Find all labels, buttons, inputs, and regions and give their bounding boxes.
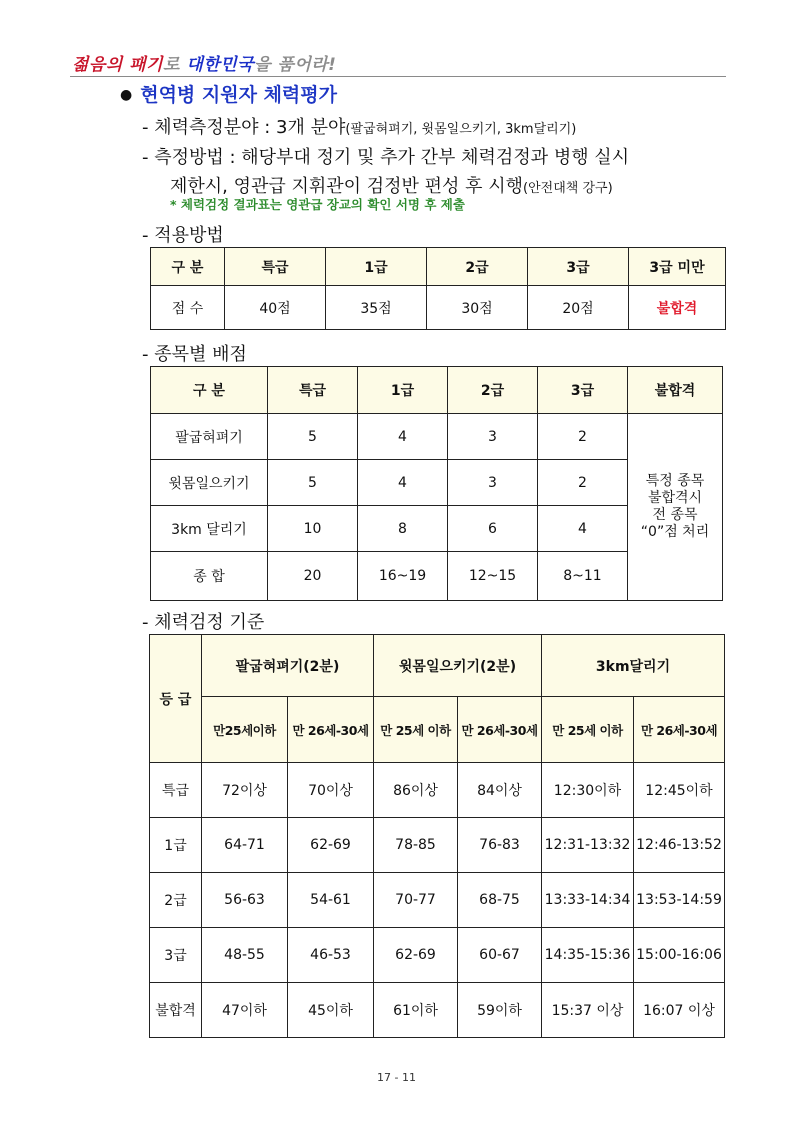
header-cell: 1급 [326,248,427,286]
table-cell: 62-69 [374,928,458,983]
table-cell: 56-63 [202,873,288,928]
slogan-part-4: 을 품어라! [254,55,337,75]
table-cell: 20 [268,552,358,601]
header-cell: 1급 [358,367,448,414]
result-note: * 체력검정 결과표는 영관급 장교의 확인 서명 후 제출 [170,197,465,212]
table-cell: 5 [268,460,358,506]
table-cell: 2 [538,414,628,460]
table-cell: 72이상 [202,763,288,818]
row-label: 종 합 [151,552,268,601]
header-cell: 3급 [538,367,628,414]
table-cell: 12~15 [448,552,538,601]
fail-note-cell: 특정 종목 불합격시 전 종목 “0”점 처리 [628,414,723,601]
table-cell: 84이상 [458,763,542,818]
table-cell: 35점 [326,286,427,330]
table-cell: 8~11 [538,552,628,601]
grade-header-cell: 등 급 [150,635,202,763]
row-label: 2급 [150,873,202,928]
table-cell: 61이하 [374,983,458,1038]
scoring-table [150,366,723,601]
header-cell: 특급 [225,248,326,286]
table-row [151,414,723,460]
table-cell: 8 [358,506,448,552]
table-cell: 15:00-16:06 [634,928,725,983]
row-label: 윗몸일으키기 [151,460,268,506]
table-cell: 3 [448,414,538,460]
table-cell: 4 [538,506,628,552]
score-table [150,247,726,330]
page-number: 17 - 11 [377,1071,416,1084]
header-cell: 특급 [268,367,358,414]
subheader-cell: 만 25세 이하 [542,697,634,763]
table-cell: 3 [448,460,538,506]
group-header-cell: 윗몸일으키기(2분) [374,635,542,697]
row-label: 3km 달리기 [151,506,268,552]
table-cell: 16~19 [358,552,448,601]
group-header-cell: 3km달리기 [542,635,725,697]
table-cell: 4 [358,460,448,506]
measurement-field-line: - 체력측정분야 : 3개 분야(팔굽혀펴기, 윗몸일으키기, 3km달리기) [142,117,577,138]
group-header-cell: 팔굽혀펴기(2분) [202,635,374,697]
header-cell: 2급 [427,248,528,286]
table-cell: 13:53-14:59 [634,873,725,928]
table-cell: 30점 [427,286,528,330]
header-slogan [72,50,336,75]
subheader-cell: 만 25세 이하 [374,697,458,763]
criteria-label: - 체력검정 기준 [142,612,265,633]
table-row [150,818,725,873]
table-cell: 4 [358,414,448,460]
table-row [150,983,725,1038]
table-row [150,928,725,983]
table-cell: 20점 [528,286,629,330]
header-cell: 3급 [528,248,629,286]
header-cell: 불합격 [628,367,723,414]
header-cell: 구 분 [151,367,268,414]
table-cell: 15:37 이상 [542,983,634,1038]
table-cell: 6 [448,506,538,552]
header-cell: 2급 [448,367,538,414]
row-label: 점 수 [151,286,225,330]
row-label: 불합격 [150,983,202,1038]
table-cell: 62-69 [288,818,374,873]
subheader-cell: 만 26세-30세 [458,697,542,763]
table-cell: 59이하 [458,983,542,1038]
table-cell: 70-77 [374,873,458,928]
table-cell: 76-83 [458,818,542,873]
table-cell: 60-67 [458,928,542,983]
table-cell: 12:45이하 [634,763,725,818]
row-label: 특급 [150,763,202,818]
table-header-row [150,635,725,697]
measurement-method-line-2: 제한시, 영관급 지휘관이 검정반 편성 후 시행(안전대책 강구) [170,176,613,197]
row-label: 팔굽혀펴기 [151,414,268,460]
table-cell: 12:30이하 [542,763,634,818]
table-cell: 12:31-13:32 [542,818,634,873]
table-cell: 13:33-14:34 [542,873,634,928]
slogan-part-1: 젊음의 패기 [72,55,164,75]
row-label: 1급 [150,818,202,873]
slogan-part-2: 로 [163,55,187,75]
table-cell: 86이상 [374,763,458,818]
page-header [70,46,726,77]
table-cell: 45이하 [288,983,374,1038]
table-cell: 46-53 [288,928,374,983]
table-subheader-row [150,697,725,763]
table-cell: 12:46-13:52 [634,818,725,873]
subheader-cell: 만 26세-30세 [634,697,725,763]
section-heading [120,80,337,107]
table-row [151,286,726,330]
slogan-part-3: 대한민국 [186,55,255,75]
table-cell: 70이상 [288,763,374,818]
fail-cell: 불합격 [629,286,726,330]
table-row [150,873,725,928]
subheader-cell: 만25세이하 [202,697,288,763]
measurement-method-line: - 측정방법 : 해당부대 정기 및 추가 간부 체력검정과 병행 실시 [142,147,630,168]
row-label: 3급 [150,928,202,983]
table-cell: 48-55 [202,928,288,983]
table-cell: 10 [268,506,358,552]
apply-method-label: - 적용방법 [142,225,224,246]
table-cell: 68-75 [458,873,542,928]
subheader-cell: 만 26세-30세 [288,697,374,763]
table-cell: 40점 [225,286,326,330]
header-cell: 3급 미만 [629,248,726,286]
table-cell: 5 [268,414,358,460]
section-heading-text: 현역병 지원자 체력평가 [140,84,337,106]
bullet-icon: ● [120,87,133,103]
table-cell: 78-85 [374,818,458,873]
table-cell: 54-61 [288,873,374,928]
scoring-label: - 종목별 배점 [142,344,247,365]
criteria-table [149,634,725,1038]
table-row [150,763,725,818]
table-header-row [151,367,723,414]
table-cell: 2 [538,460,628,506]
table-cell: 14:35-15:36 [542,928,634,983]
table-cell: 64-71 [202,818,288,873]
header-cell: 구 분 [151,248,225,286]
table-cell: 16:07 이상 [634,983,725,1038]
table-header-row [151,248,726,286]
table-cell: 47이하 [202,983,288,1038]
